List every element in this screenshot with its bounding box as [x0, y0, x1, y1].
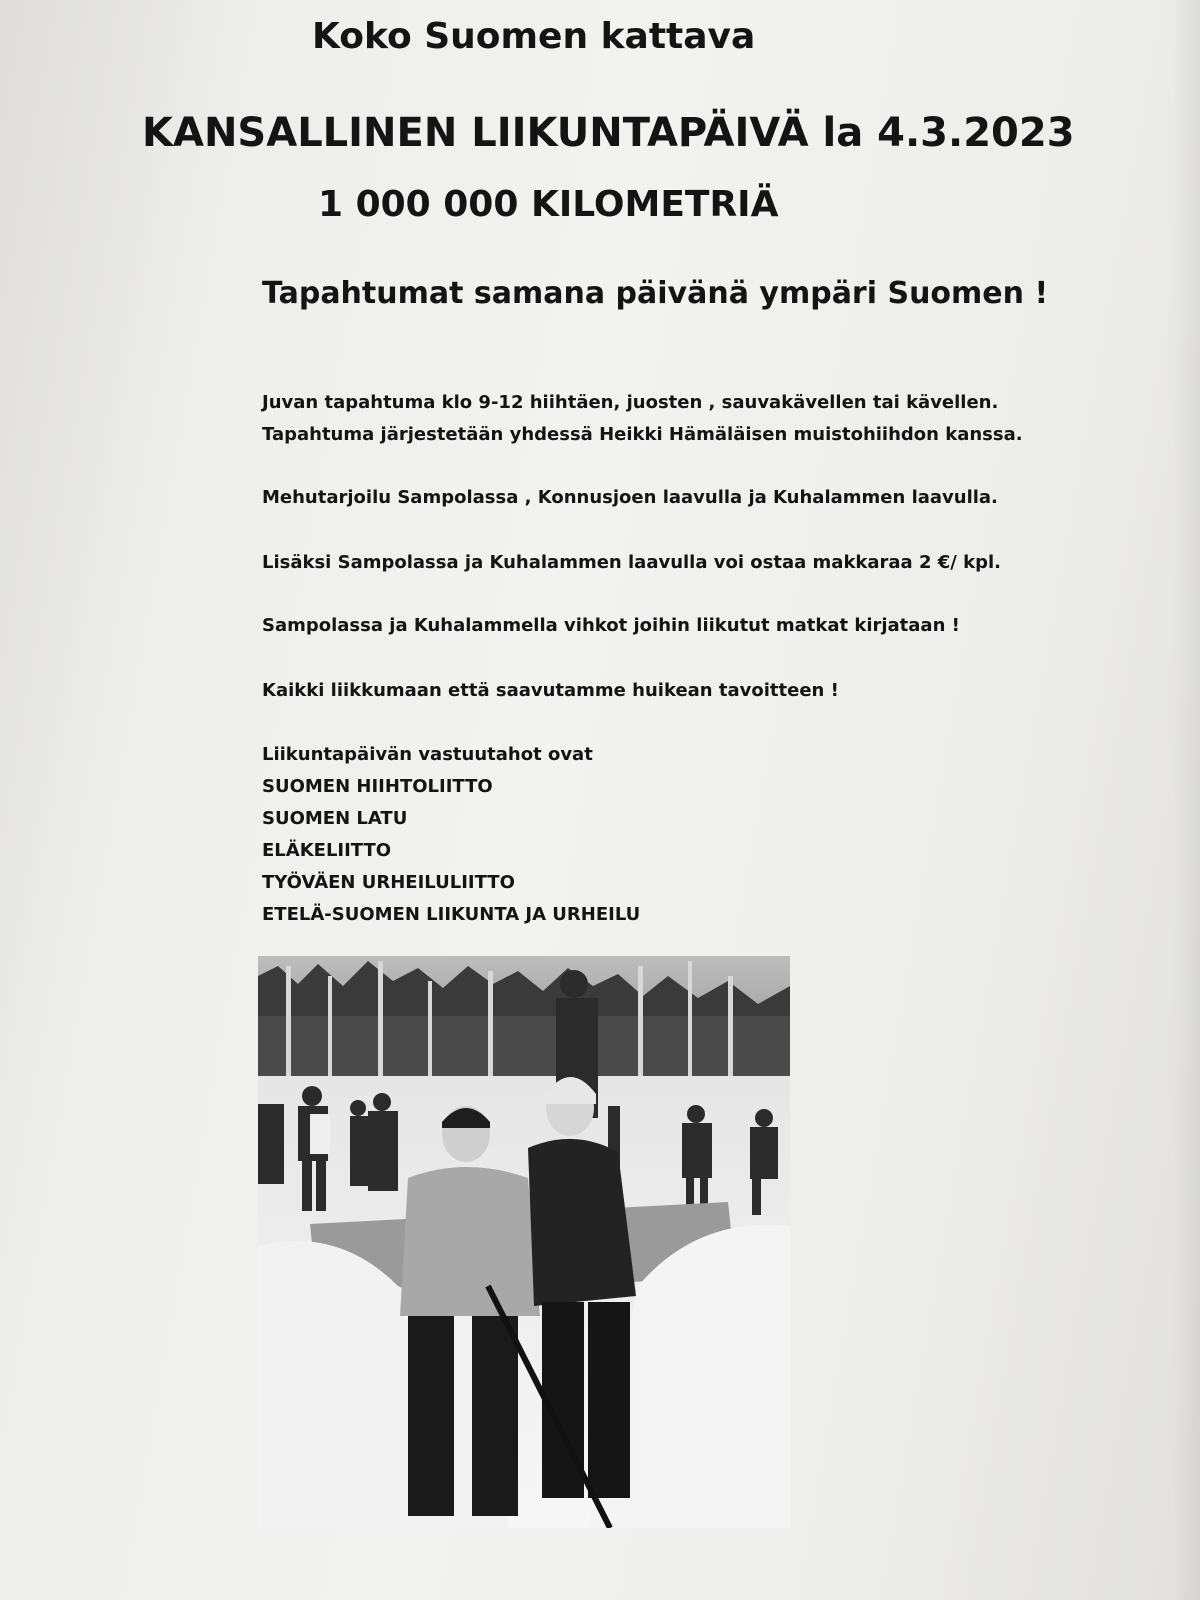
call-to-action-paragraph: Kaikki liikkumaan että saavutamme huikean tavoitteen ! [262, 680, 839, 701]
kilometer-goal: 1 000 000 KILOMETRIÄ [318, 184, 779, 225]
notebooks-paragraph: Sampolassa ja Kuhalammella vihkot joihin liikutut matkat kirjataan ! [262, 615, 960, 636]
organizer-item: SUOMEN HIIHTOLIITTO [262, 776, 493, 797]
event-time-paragraph: Juvan tapahtuma klo 9-12 hiihtäen, juosten , sauvakävellen tai kävellen. [262, 392, 999, 413]
organizer-item: SUOMEN LATU [262, 808, 408, 829]
sausage-sale-paragraph: Lisäksi Sampolassa ja Kuhalammen laavulla voi ostaa makkaraa 2 €/ kpl. [262, 552, 1001, 573]
organizer-item: TYÖVÄEN URHEILULIITTO [262, 872, 515, 893]
organizer-item: ELÄKELIITTO [262, 840, 392, 861]
organizers-heading: Liikuntapäivän vastuutahot ovat [262, 744, 593, 765]
top-line: Koko Suomen kattava [312, 16, 756, 57]
juice-service-paragraph: Mehutarjoilu Sampolassa , Konnusjoen laavulla ja Kuhalammen laavulla. [262, 487, 998, 508]
subtitle: Tapahtumat samana päivänä ympäri Suomen ! [262, 276, 1049, 311]
skiers-photo [258, 956, 790, 1528]
event-organized-with-paragraph: Tapahtuma järjestetään yhdessä Heikki Hämäläisen muistohiihdon kanssa. [262, 424, 1023, 445]
main-title: KANSALLINEN LIIKUNTAPÄIVÄ la 4.3.2023 [142, 110, 1075, 156]
organizer-item: ETELÄ-SUOMEN LIIKUNTA JA URHEILU [262, 904, 641, 925]
